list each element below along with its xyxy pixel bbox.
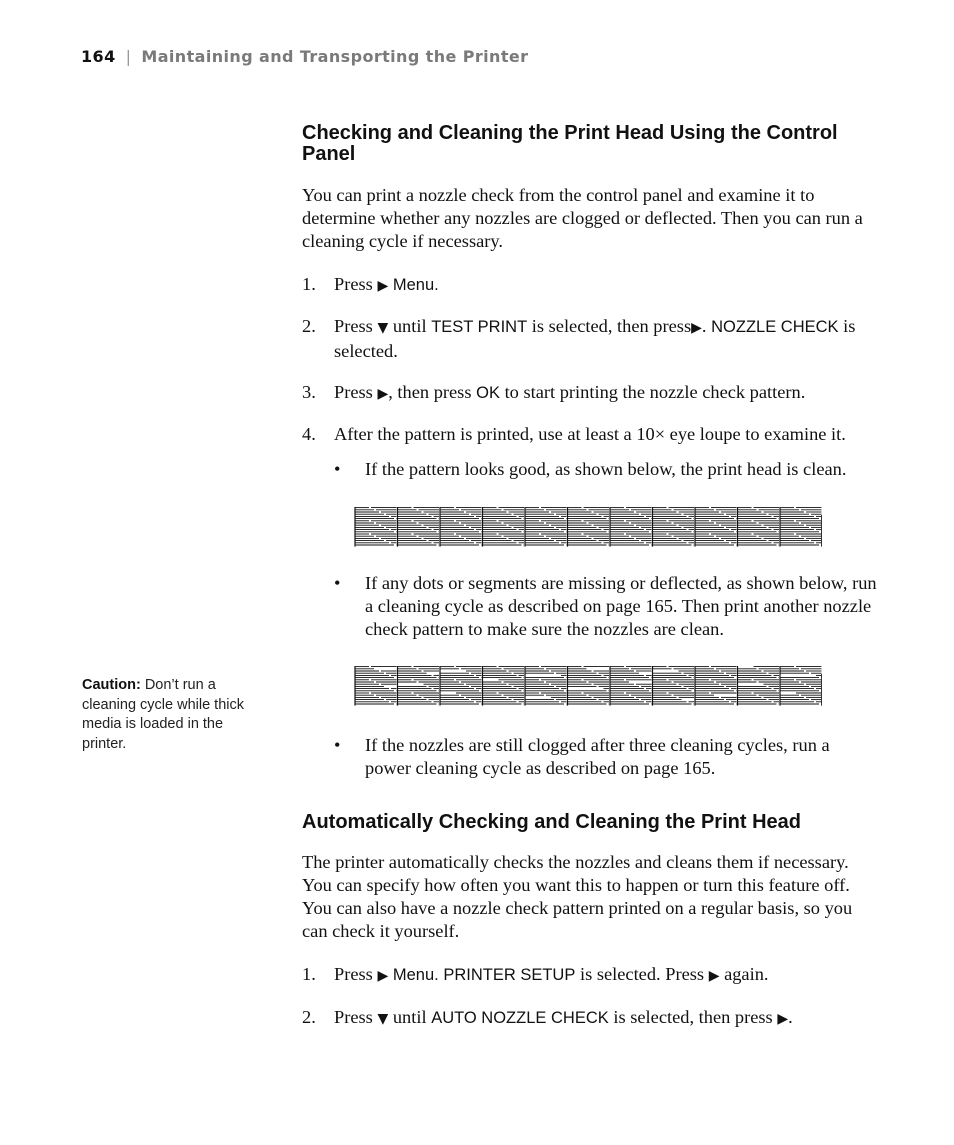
menu-button-label: Menu: [392, 276, 435, 294]
step-text: .: [434, 276, 439, 294]
header-separator: |: [125, 47, 132, 66]
step-text: again.: [724, 964, 769, 984]
step-text: Press: [334, 382, 373, 402]
ok-button-label: OK: [476, 384, 500, 402]
bullet-text: If any dots or segments are missing or deflected, as shown below, run a cleaning cycle as described on page 165. Then print another nozzle check pattern to make sure the nozzles are clean.: [365, 573, 877, 639]
right-arrow-icon: ▶: [777, 1011, 789, 1027]
step-text: After the pattern is printed, use at least a 10× eye loupe to examine it.: [334, 424, 846, 444]
section-heading-control-panel: Checking and Cleaning the Print Head Using the Control Panel: [302, 122, 838, 165]
step-text: Press: [334, 1007, 373, 1027]
step-text: until: [392, 316, 427, 336]
bullet-icon: •: [334, 459, 341, 479]
caution-text: Don’t run a cleaning cycle while thick media is loaded in the printer.: [82, 677, 244, 752]
step-text: is selected, then press: [531, 316, 692, 336]
page-number: 164: [81, 47, 116, 66]
caution-label: Caution:: [82, 677, 141, 693]
section-intro-control-panel: You can print a nozzle check from the control panel and examine it to determine whether any nozzles are clogged or deflected. Then you can run a cleaning cycle if necessary.: [302, 185, 863, 251]
step-number: 1.: [302, 964, 316, 984]
down-arrow-icon: ▼: [377, 320, 389, 336]
menu-item-printer-setup: PRINTER SETUP: [443, 966, 576, 984]
section-intro-auto-check: The printer automatically checks the nozzles and cleans them if necessary. You can specify how often you want this to happen or turn this feature off. You can also have a nozzle check pattern printed on a regular basis, so you can check it yourself.: [302, 852, 853, 941]
right-arrow-icon: ▶: [691, 320, 702, 336]
menu-item-nozzle-check: NOZZLE CHECK: [711, 318, 839, 336]
bullet-text: If the nozzles are still clogged after three cleaning cycles, run a power cleaning cycle as described on page 165.: [365, 735, 830, 778]
step-text: Press: [334, 964, 373, 984]
step-text: , then press: [388, 382, 472, 402]
right-arrow-icon: ▶: [377, 968, 389, 984]
clogged-nozzle-pattern-image: [354, 664, 826, 706]
menu-button-label: Menu.: [392, 966, 439, 984]
step-number: 2.: [302, 316, 316, 336]
step-number: 1.: [302, 274, 316, 294]
step-text: is selected.: [334, 316, 856, 361]
bullet-icon: •: [334, 573, 341, 593]
step-text: .: [701, 316, 707, 336]
menu-item-auto-nozzle-check: AUTO NOZZLE CHECK: [431, 1009, 609, 1027]
step-text: .: [788, 1007, 793, 1027]
down-arrow-icon: ▼: [377, 1011, 389, 1027]
step-text: is selected. Press: [579, 964, 705, 984]
step-number: 2.: [302, 1007, 316, 1027]
menu-item-test-print: TEST PRINT: [431, 318, 528, 336]
step-number: 4.: [302, 424, 316, 444]
section-heading-auto-check: Automatically Checking and Cleaning the Print Head: [302, 811, 801, 833]
step-text: until: [392, 1007, 427, 1027]
running-header: [81, 47, 528, 66]
step-text: to start printing the nozzle check pattern.: [504, 382, 806, 402]
step-number: 3.: [302, 382, 316, 402]
right-arrow-icon: ▶: [708, 968, 720, 984]
chapter-title: Maintaining and Transporting the Printer: [141, 47, 529, 66]
caution-note: [82, 676, 257, 754]
bullet-text: If the pattern looks good, as shown below, the print head is clean.: [365, 459, 847, 479]
step-text: is selected, then press: [613, 1007, 773, 1027]
right-arrow-icon: ▶: [377, 386, 389, 402]
right-arrow-icon: ▶: [377, 278, 389, 294]
bullet-icon: •: [334, 735, 341, 755]
step-text: Press: [334, 316, 373, 336]
step-text: Press: [334, 274, 373, 294]
good-nozzle-pattern-image: [354, 505, 826, 547]
